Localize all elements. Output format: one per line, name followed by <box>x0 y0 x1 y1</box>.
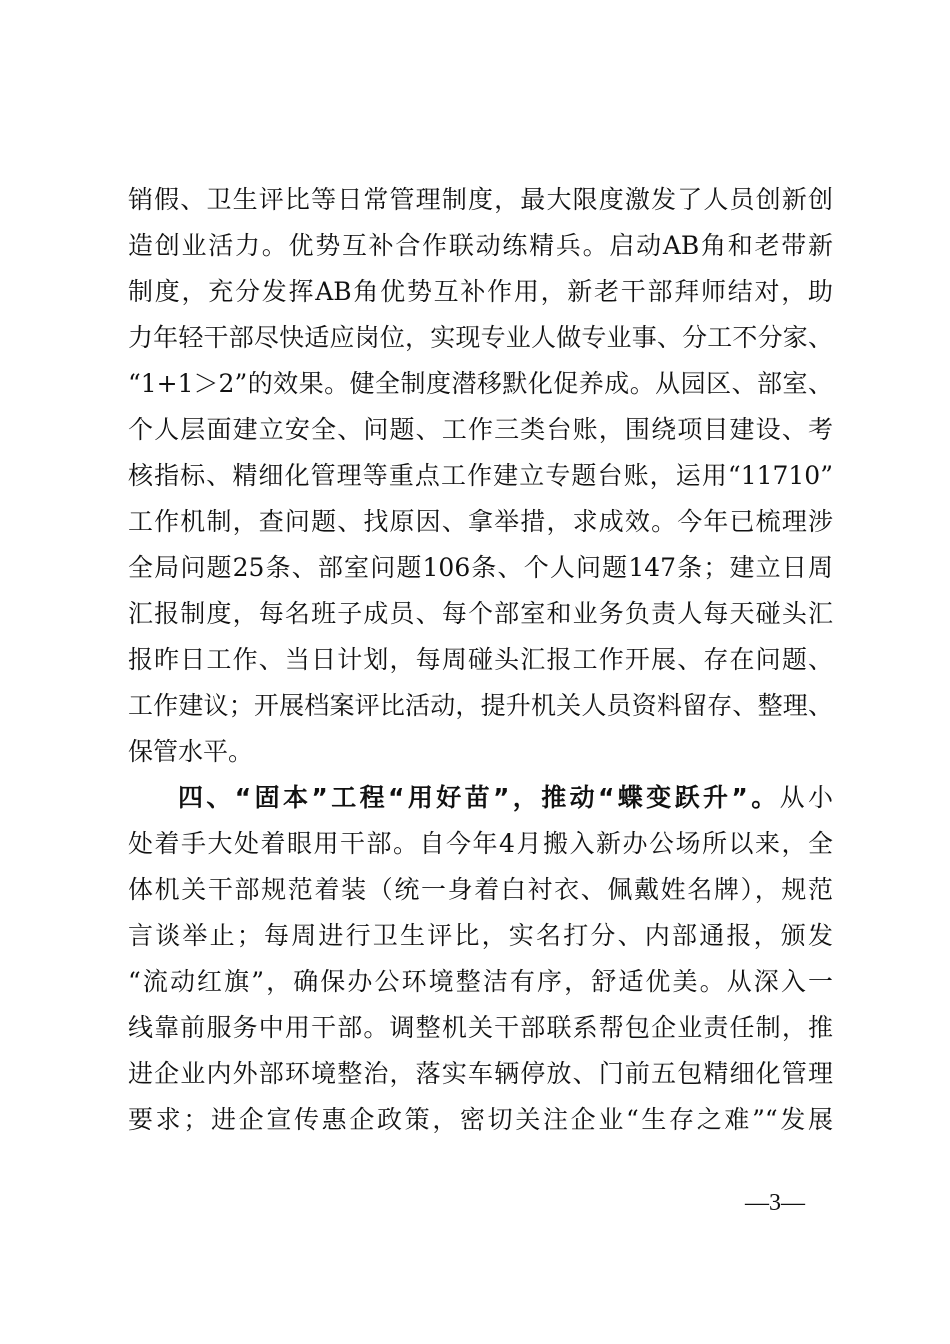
body-text-line: 制度，充分发挥AB角优势互补作用，新老干部拜师结对，助 <box>128 277 833 306</box>
body-text-line: 保管水平。 <box>128 737 254 766</box>
body-text-line: 力年轻干部尽快适应岗位，实现专业人做专业事、分工不分家、 <box>128 323 833 352</box>
body-text-line: 工作建议；开展档案评比活动，提升机关人员资料留存、整理、 <box>128 691 833 720</box>
section-heading-line <box>178 775 833 821</box>
body-text-line: 销假、卫生评比等日常管理制度，最大限度激发了人员创新创 <box>128 185 833 214</box>
heading-line-continuation: 从小 <box>779 783 833 812</box>
page-number: —3— <box>745 1190 805 1216</box>
section-heading: 四、“固本”工程“用好苗”，推动“蝶变跃升”。 <box>178 783 780 812</box>
body-text-line: 进企业内外部环境整治，落实车辆停放、门前五包精细化管理 <box>128 1059 833 1088</box>
body-text-line: 要求；进企宣传惠企政策，密切关注企业“生存之难”“发展 <box>128 1105 833 1134</box>
body-text-line: 体机关干部规范着装（统一身着白衬衣、佩戴姓名牌），规范 <box>128 875 833 904</box>
body-text-line: 线靠前服务中用干部。调整机关干部联系帮包企业责任制，推 <box>128 1013 833 1042</box>
body-text-line: “流动红旗”，确保办公环境整洁有序，舒适优美。从深入一 <box>128 967 833 996</box>
body-text-line: 个人层面建立安全、问题、工作三类台账，围绕项目建设、考 <box>128 415 833 444</box>
body-text-line: 工作机制，查问题、找原因、拿举措，求成效。今年已梳理涉 <box>128 507 833 536</box>
body-text-line: 言谈举止；每周进行卫生评比，实名打分、内部通报，颁发 <box>128 921 833 950</box>
body-text-line: 处着手大处着眼用干部。自今年4月搬入新办公场所以来，全 <box>128 829 833 858</box>
body-text-line: 汇报制度，每名班子成员、每个部室和业务负责人每天碰头汇 <box>128 599 833 628</box>
body-text-line: 报昨日工作、当日计划，每周碰头汇报工作开展、存在问题、 <box>128 645 833 674</box>
body-text-line: 全局问题25条、部室问题106条、个人问题147条；建立日周 <box>128 553 833 582</box>
body-text-line: 造创业活力。优势互补合作联动练精兵。启动AB角和老带新 <box>128 231 833 260</box>
body-text-line: 核指标、精细化管理等重点工作建立专题台账，运用“11710” <box>128 461 833 490</box>
body-text-line: “1+1＞2”的效果。健全制度潜移默化促养成。从园区、部室、 <box>128 369 833 398</box>
